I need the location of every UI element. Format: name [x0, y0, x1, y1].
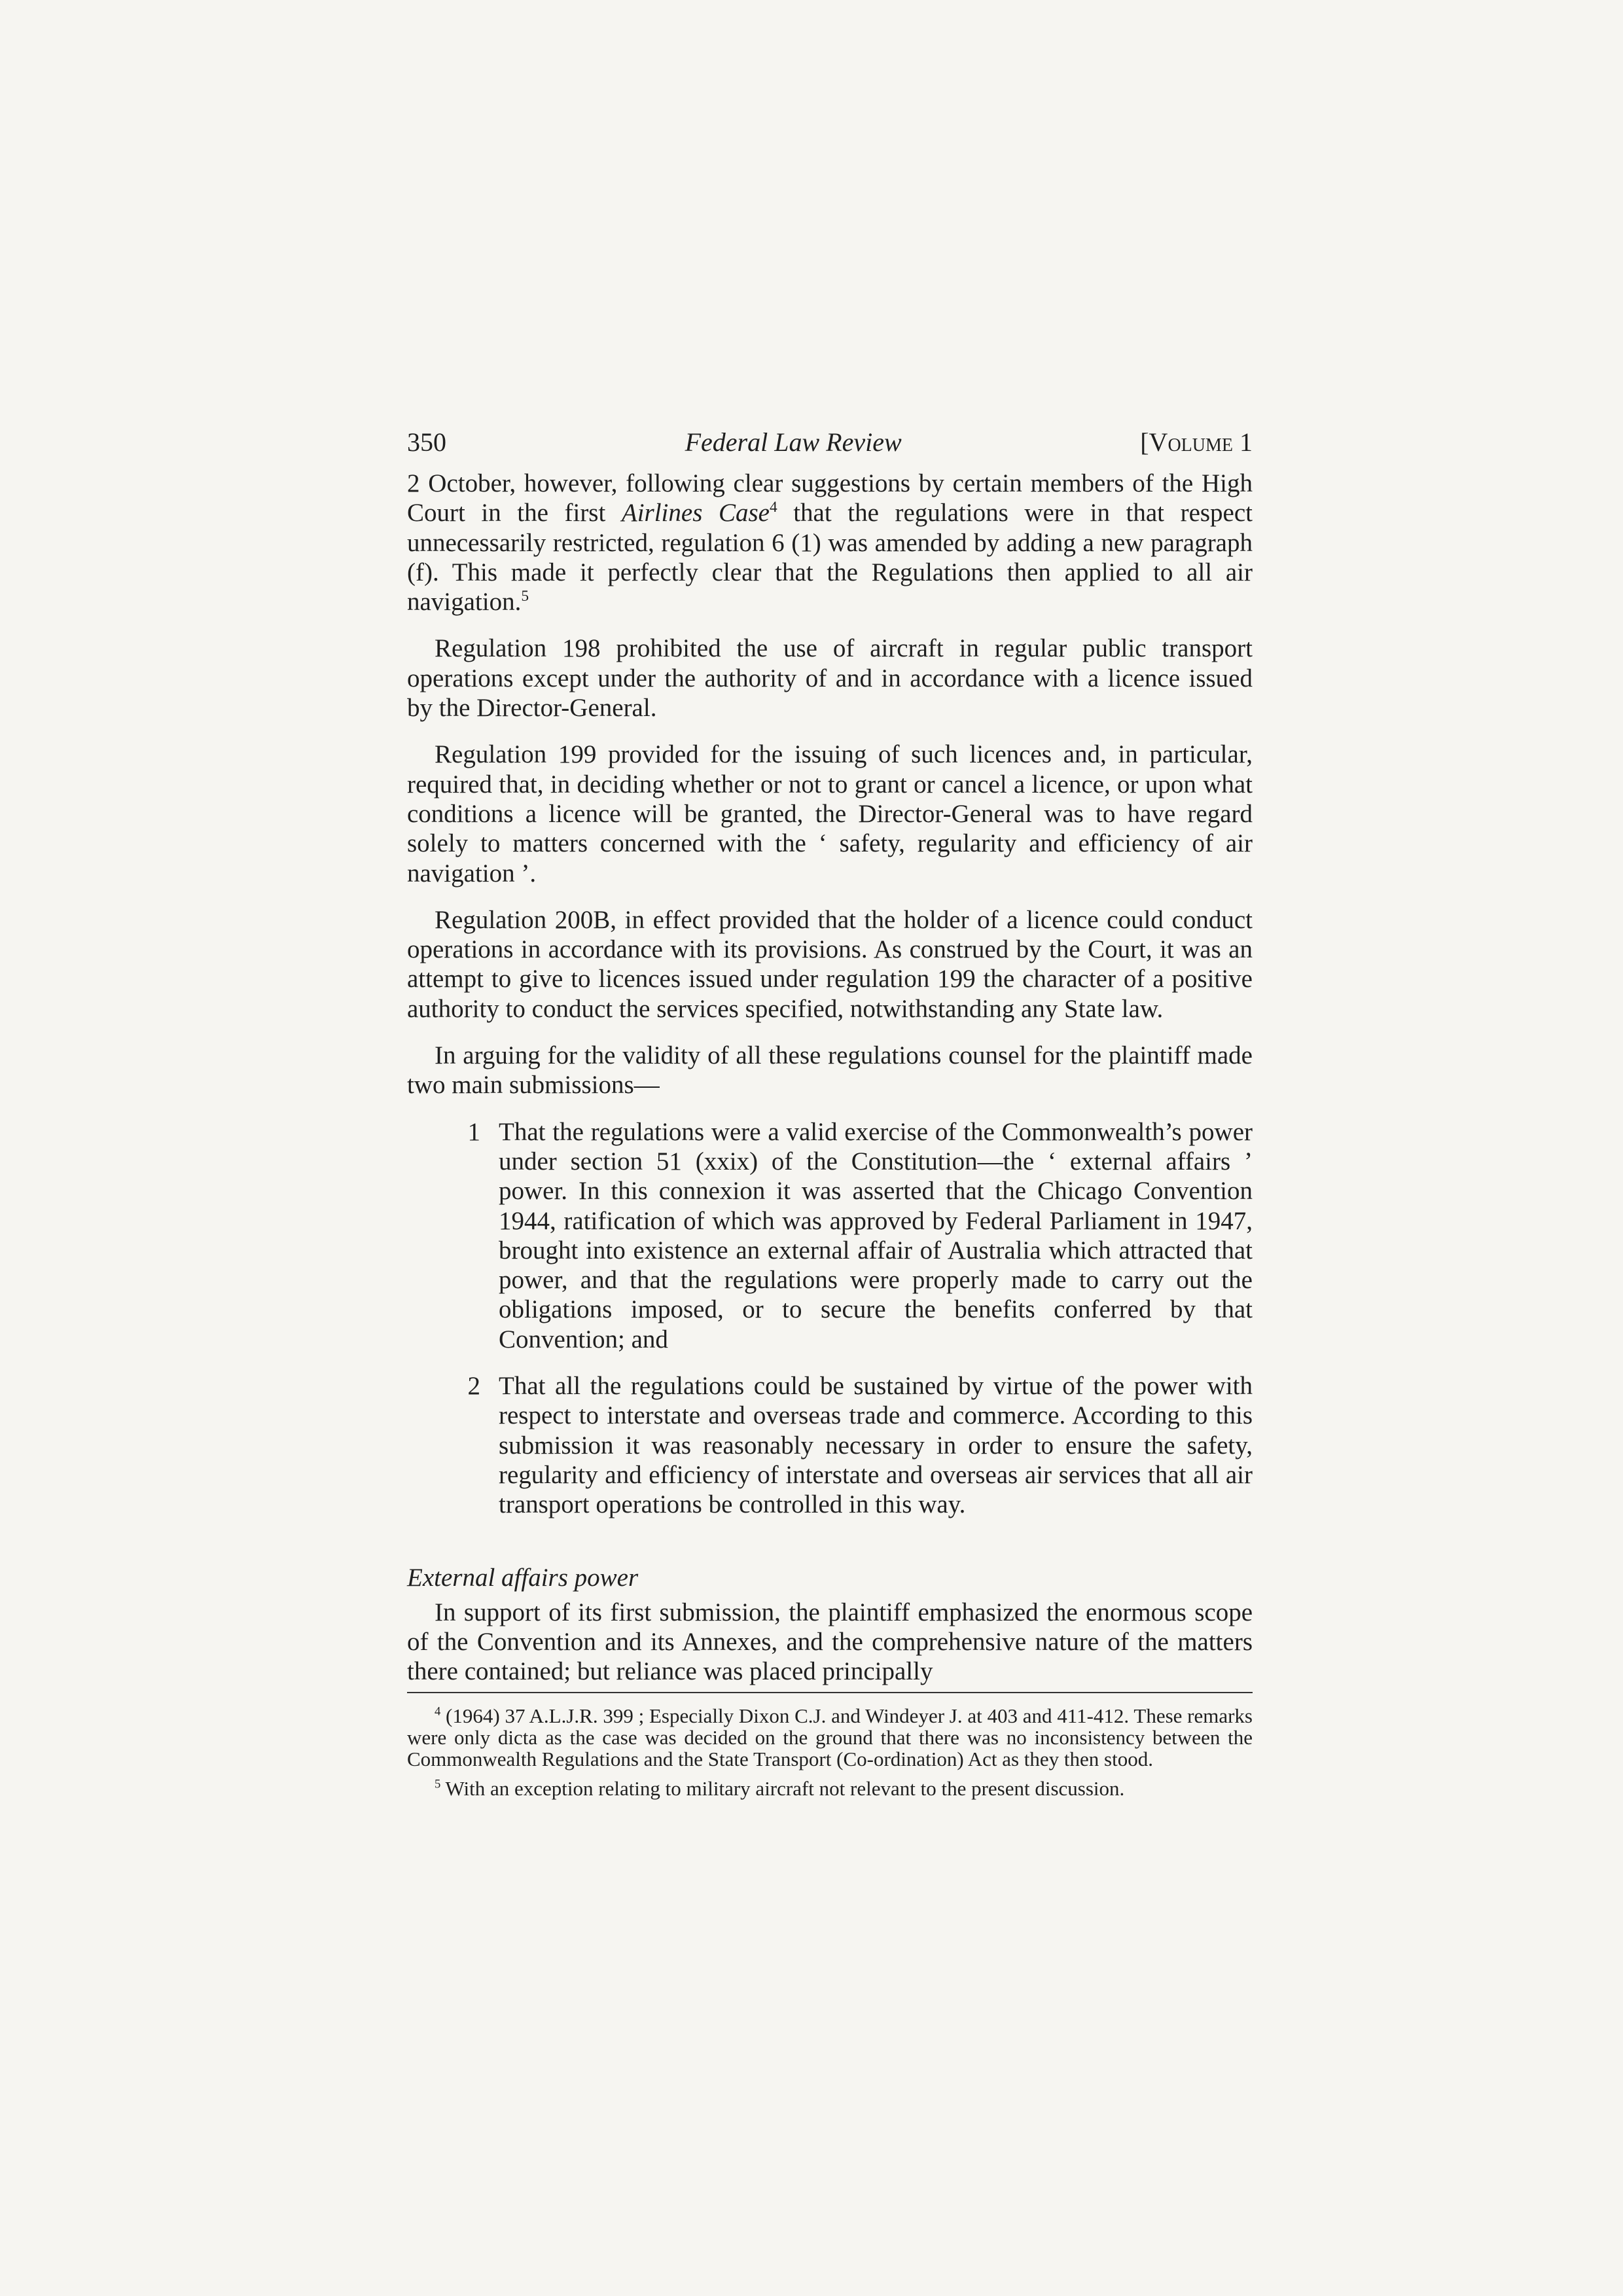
list-item-number: 1 [467, 1117, 480, 1146]
list-item-text: That the regulations were a valid exercise of the Commonwealth’s power under section 51 (xxix) of the Constitution—the ‘ external affairs ’ power. In this connexion it was asserted that the Chicago Convention 1944, ratification of which was approved by Federal Parliament in 1947, brought into existence an external affair of Australia which attracted that power, and that the regulations were properly made to carry out the obligations imposed, or to secure the benefits conferred by that Convention; and [499, 1117, 1253, 1354]
footnote-ref[interactable]: 5 [521, 588, 529, 605]
list-item-number: 2 [467, 1372, 480, 1401]
section-heading: External affairs power [407, 1563, 639, 1592]
list-item [407, 1371, 1253, 1519]
running-head [407, 425, 1253, 459]
paragraph-text: that the regulations were in that respect unnecessarily restricted, regulation 6 (1) was amended by adding a new paragraph (f). This made it perfectly clear that the Regulations then applied to all air navigation. [407, 499, 1253, 617]
paragraph-text: , in effect provided that the holder of a licence could conduct operations in accordance with its provisions. As construed by the Court, it was an attempt to give to licences issued under regulation 199 the character of a positive authority to conduct the services specified, notwithstanding any State law. [407, 905, 1253, 1023]
footnote-text: (1964) 37 A.L.J.R. 399 ; Especially Dixon C.J. and Windeyer J. at 403 and 411-412. These remarks were only dicta as the case was decided on the ground that there was no inconsistency between the Commonwealth Regulations and the State Transport (Co-ordination) Act as they then stood. [407, 1704, 1253, 1770]
paragraph-submissions-intro: In arguing for the validity of all these regulations counsel for the plaintiff made two main submissions— [407, 1041, 1253, 1100]
small-caps-letter: B [593, 905, 611, 934]
paragraph-text: Regulation 200 [435, 905, 594, 934]
footnote-divider [407, 1692, 1253, 1693]
list-item [407, 1117, 1253, 1354]
list-item-text: That all the regulations could be sustained by virtue of the power with respect to interstate and overseas trade and commerce. According to this submission it was reasonably necessary in order to ensure the safety, regularity and efficiency of interstate and overseas air services that all air transport operations be controlled in this way. [499, 1372, 1253, 1519]
footnote-mark: 4 [435, 1704, 441, 1719]
footnote-ref[interactable]: 4 [769, 499, 777, 516]
submissions-list [407, 1117, 1253, 1520]
paragraph-external-affairs: In support of its first submission, the plaintiff emphasized the enormous scope of the Convention and its Annexes, and the comprehensive nature of the matters there contained; but reliance was placed principally [407, 1598, 1253, 1686]
case-name: Airlines Case [621, 499, 770, 528]
paragraph-continuation [407, 469, 1253, 617]
journal-title: Federal Law Review [685, 427, 902, 457]
footnote-text: With an exception relating to military aircraft not relevant to the present discussion. [440, 1776, 1125, 1800]
footnote-5 [407, 1778, 1253, 1799]
footnote-mark: 5 [435, 1777, 441, 1791]
paragraph-regulation-199: Regulation 199 provided for the issuing of such licences and, in particular, required that, in deciding whether or not to grant or cancel a licence, or upon what conditions a licence will be granted, the Director-General was to have regard solely to matters concerned with the ‘ safety, regularity and efficiency of air navigation ’. [407, 740, 1253, 888]
volume-label: [Volume 1 [1140, 427, 1253, 457]
page-body [407, 425, 1253, 1807]
paragraph-regulation-200b [407, 905, 1253, 1024]
footnote-4 [407, 1705, 1253, 1770]
paragraph-text: 2 October, however, following clear suggestions by certain members of the High Court in the first [407, 469, 1253, 528]
page-number: 350 [407, 427, 446, 457]
paragraph-regulation-198: Regulation 198 prohibited the use of aircraft in regular public transport operations except under the authority of and in accordance with a licence issued by the Director-General. [407, 634, 1253, 723]
